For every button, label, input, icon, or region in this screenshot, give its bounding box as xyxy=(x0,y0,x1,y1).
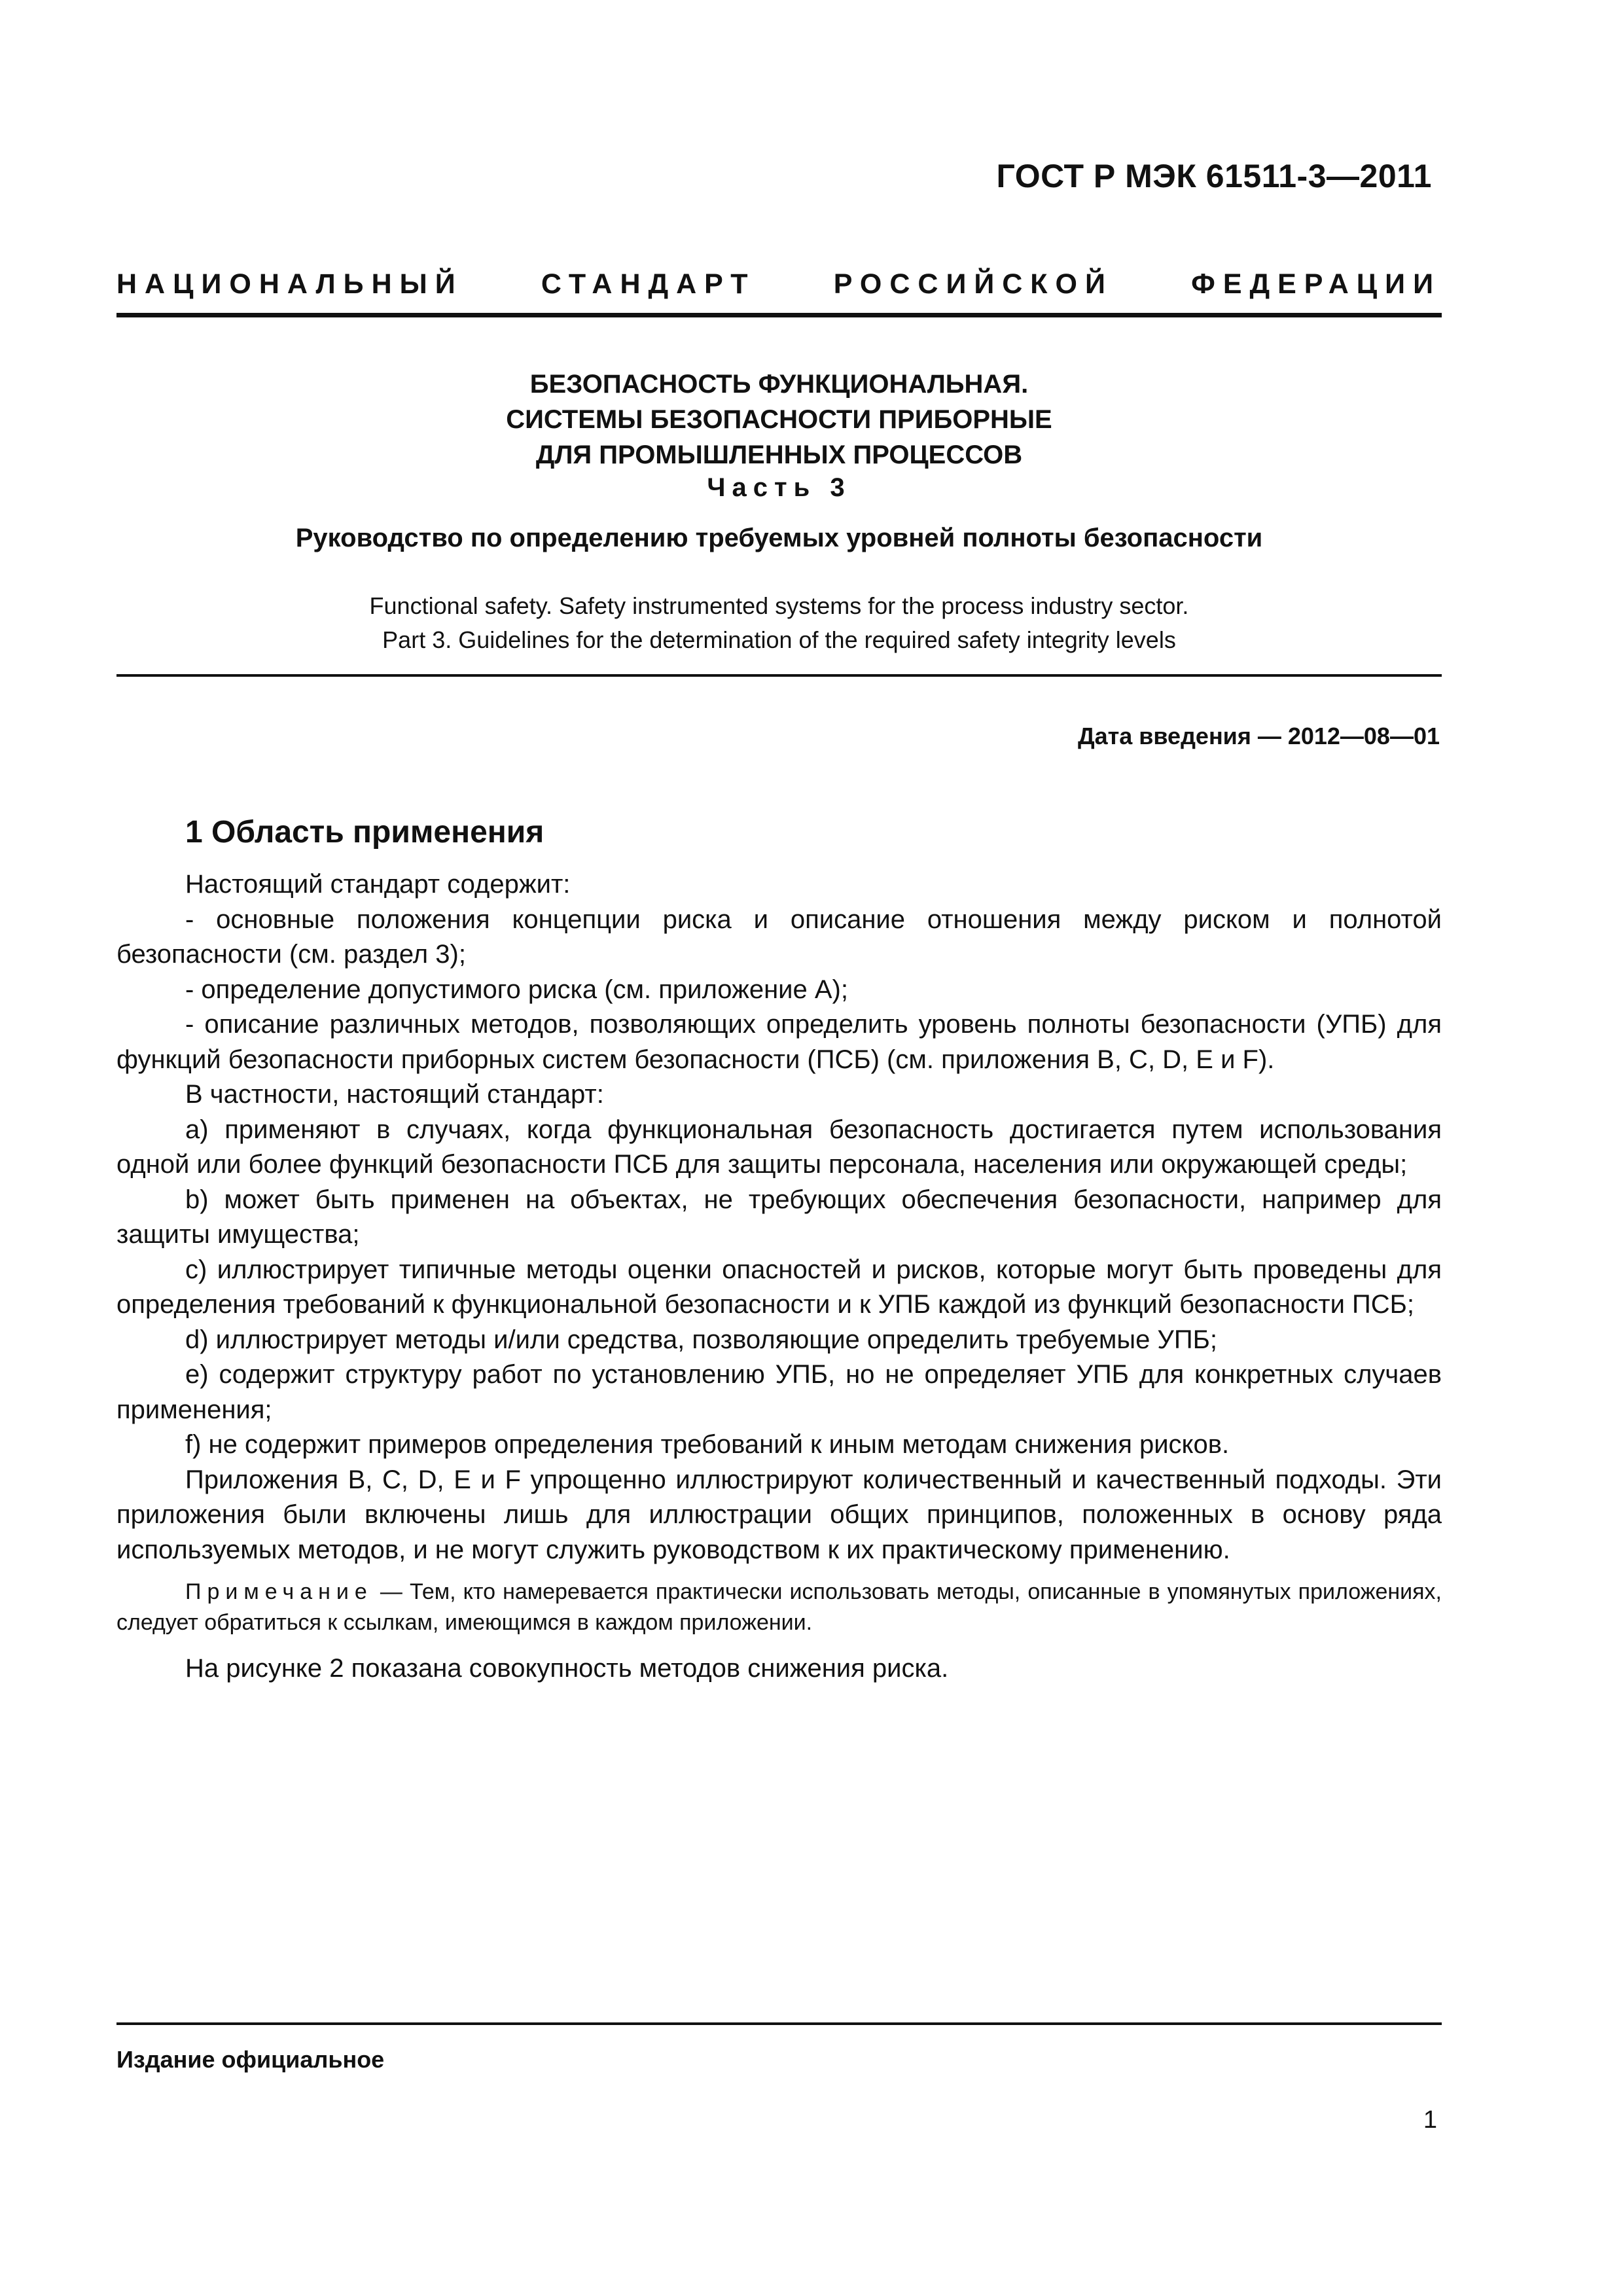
document-designation: ГОСТ Р МЭК 61511-3—2011 xyxy=(996,158,1432,194)
note-text: — Тем, кто намеревается практически использовать методы, описанные в упомянутых приложениях, следует обратиться к ссылкам, имеющимся в каждом приложении. xyxy=(116,1579,1442,1635)
paragraph: На рисунке 2 показана совокупность методов снижения риска. xyxy=(185,1654,949,1683)
english-title-line-2: Part 3. Guidelines for the determination of the required safety integrity levels xyxy=(382,626,1176,653)
section-heading: 1 Область применения xyxy=(185,815,544,850)
title-line-3: ДЛЯ ПРОМЫШЛЕННЫХ ПРОЦЕССОВ xyxy=(535,440,1023,469)
title-divider xyxy=(116,674,1442,677)
header-divider xyxy=(116,313,1442,317)
introduction-date: Дата введения — 2012—08—01 xyxy=(1077,723,1440,749)
list-item: - описание различных методов, позволяющих определить уровень полноты безопасности (УПБ) для функций безопасности приборных систем безопасности (ПСБ) (см. приложения В, С, D, Е и F). xyxy=(116,1010,1442,1074)
list-item: - определение допустимого риска (см. приложение А); xyxy=(185,975,848,1004)
paragraph: Приложения В, С, D, Е и F упрощенно иллюстрируют количественный и качественный подходы. Эти приложения были включены лишь для иллюстрации общих принципов, положенных в основу ряда используемых методов, и не могут служить руководством к их практическому применению. xyxy=(116,1465,1442,1564)
note-label: Примечание xyxy=(185,1579,373,1604)
list-item: a) применяют в случаях, когда функциональная безопасность достигается путем использования одной или более функций безопасности ПСБ для защиты персонала, населения или окружающей среды; xyxy=(116,1115,1442,1179)
english-title xyxy=(116,589,1442,657)
page-number: 1 xyxy=(1423,2106,1437,2134)
section-body xyxy=(116,867,1442,1687)
list-item: e) содержит структуру работ по установлению УПБ, но не определяет УПБ для конкретных случаев применения; xyxy=(116,1360,1442,1424)
note xyxy=(116,1577,1442,1638)
paragraph: В частности, настоящий стандарт: xyxy=(185,1080,604,1109)
list-item: c) иллюстрирует типичные методы оценки опасностей и рисков, которые могут быть проведены для определения требований к функциональной безопасности и к УПБ каждой из функций безопасности ПСБ; xyxy=(116,1255,1442,1319)
list-item: f) не содержит примеров определения требований к иным методам снижения рисков. xyxy=(185,1430,1230,1459)
title-line-2: СИСТЕМЫ БЕЗОПАСНОСТИ ПРИБОРНЫЕ xyxy=(506,405,1052,434)
official-edition-label: Издание официальное xyxy=(116,2046,385,2073)
english-title-line-1: Functional safety. Safety instrumented systems for the process industry sector. xyxy=(369,592,1189,619)
list-item: - основные положения концепции риска и описание отношения между риском и полнотой безопасности (см. раздел 3); xyxy=(116,905,1442,969)
paragraph: Настоящий стандарт содержит: xyxy=(185,870,571,899)
title-line-1: БЕЗОПАСНОСТЬ ФУНКЦИОНАЛЬНАЯ. xyxy=(529,370,1029,399)
document-title xyxy=(116,367,1442,473)
part-label: Часть 3 xyxy=(707,473,851,502)
document-subtitle: Руководство по определению требуемых уровней полноты безопасности xyxy=(295,524,1263,552)
list-item: b) может быть применен на объектах, не требующих обеспечения безопасности, например для защиты имущества; xyxy=(116,1185,1442,1249)
footer-divider xyxy=(116,2022,1442,2025)
list-item: d) иллюстрирует методы и/или средства, позволяющие определить требуемые УПБ; xyxy=(185,1325,1217,1354)
national-standard-heading: НАЦИОНАЛЬНЫЙ СТАНДАРТ РОССИЙСКОЙ ФЕДЕРАЦИИ xyxy=(116,268,1441,300)
